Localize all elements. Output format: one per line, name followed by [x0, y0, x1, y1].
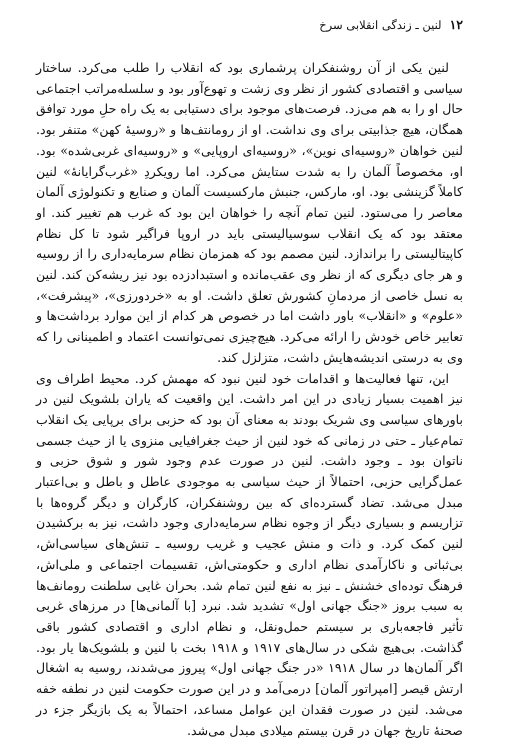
paragraph-2: این، تنها فعالیت‌ها و اقدامات خود لنین نبود که مهمش کرد. محیط اطراف وی نیز اهمیت بسیار زیادی در این امر داشت. این واقعیت که یاران بلشویک لنین در باورهای سیاسی وی شریک بودند به معنای آن بود که حزبی برای برپایی یک انقلاب تمام‌عیار ـ حتی در زمانی که خود لنین از حیث جغرافیایی منزوی یا از حیث جسمی ناتوان بود ـ وجود داشت. لنین در صورت عدم وجود شور و شوق حزبی و عمل‌گرایی حزبی، احتمالاً از حیث سیاسی به موجودی عاطل و باطل و بی‌اعتبار مبدل می‌شد. تضاد گسترده‌ای که بین روشنفکران، کارگران و دیگر گروه‌ها با تزاریسم و بسیاری دیگر از وجوه نظام سرمایه‌داری وجود داشت، نیز به برکشیدن لنین کمک کرد. و ذات و منش عجیب و غریب روسیه ـ تنش‌های سیاسی‌اش، بی‌ثباتی و ناکارآمدی نظام اداری و حکومتی‌اش، تقسیمات اجتماعی و ملی‌اش، فرهنگ توده‌ای خشنش ـ نیز به نفع لنین تمام شد. بحران غایی سلطنت رومانف‌ها به سبب بروز «جنگ جهانی اول» تشدید شد. نبرد [با آلمانی‌ها] در مرزهای غربی تأثیر فاجعه‌باری بر سیستم حمل‌ونقل، و نظام اداری و اقتصادی کشور باقی گذاشت. بی‌هیچ شکی در سال‌های ۱۹۱۷ و ۱۹۱۸ بخت با لنین و بلشویک‌ها یار بود. اگر آلمان‌ها در سال ۱۹۱۸ «در جنگ جهانی اول» پیروز می‌شدند، روسیه به اشغال ارتش قیصر [امپراتور آلمان] درمی‌آمد و در این صورت حکومت لنین در نطفه خفه می‌شد. لنین در صورت فقدان این عوامل مساعد، احتمالاً به یک بازیگر جزء در صحنهٔ تاریخ جهان در قرن بیستم میلادی مبدل می‌شد.: [36, 370, 463, 738]
paragraph-1: لنین یکی از آن روشنفکران پرشماری بود که انقلاب را طلب می‌کرد. ساختار سیاسی و اقتصادی کشور از نظر وی زشت و تهوع‌آور بود و سلسله‌مراتب اجتماعی حال او را به هم می‌زد. فرصت‌های موجود برای دستیابی به یک راه حلِ مورد توافق همگان، هیچ جذابیتی برای وی نداشت. او از رومانتف‌ها و «روسیهٔ کهن» متنفر بود. لنین خواهان «روسیه‌ای نوین»، «روسیه‌ای اروپایی» و «روسیه‌ای غربی‌شده» بود. او، مخصوصاً آلمان را به شدت ستایش می‌کرد. اما رویکردِ «غرب‌گرایانهٔ» لنین کاملاً گزینشی بود. او، مارکس، جنبش مارکسیست آلمان و صنایع و تکنولوژی آلمان معاصر را می‌ستود. لنین تمام آنچه را خواهان این بود که غرب هم تغییر کند. او معتقد بود که یک انقلاب سوسیالیستی باید در اروپا فراگیر شود تا کل نظام کاپیتالیستی را براندازد. لنین مصمم بود که همزمان نظام سرمایه‌داری را از روسیه و هر جای دیگری که از نظر وی عقب‌مانده و استبدادزده بود نیز ریشه‌کن کند. لنین به نسل خاصی از مردمانِ کشورش تعلق داشت. او به «خردورزی»، «پیشرفت»، «علوم» و «انقلاب» باور داشت اما در خصوص هر کدام از این موارد برداشت‌ها و تعابیر خاص خودش را ارائه می‌کرد. هیچ‌چیزی نمی‌توانست اعتماد و اطمینانی را که وی به درستی اندیشه‌هایش داشت، متزلزل کند.: [36, 60, 463, 365]
page-number: ۱۲: [449, 17, 463, 32]
running-title: لنین ـ زندگی انقلابی سرخ: [319, 18, 442, 32]
page-header: [36, 14, 463, 36]
body-text: [36, 58, 463, 741]
